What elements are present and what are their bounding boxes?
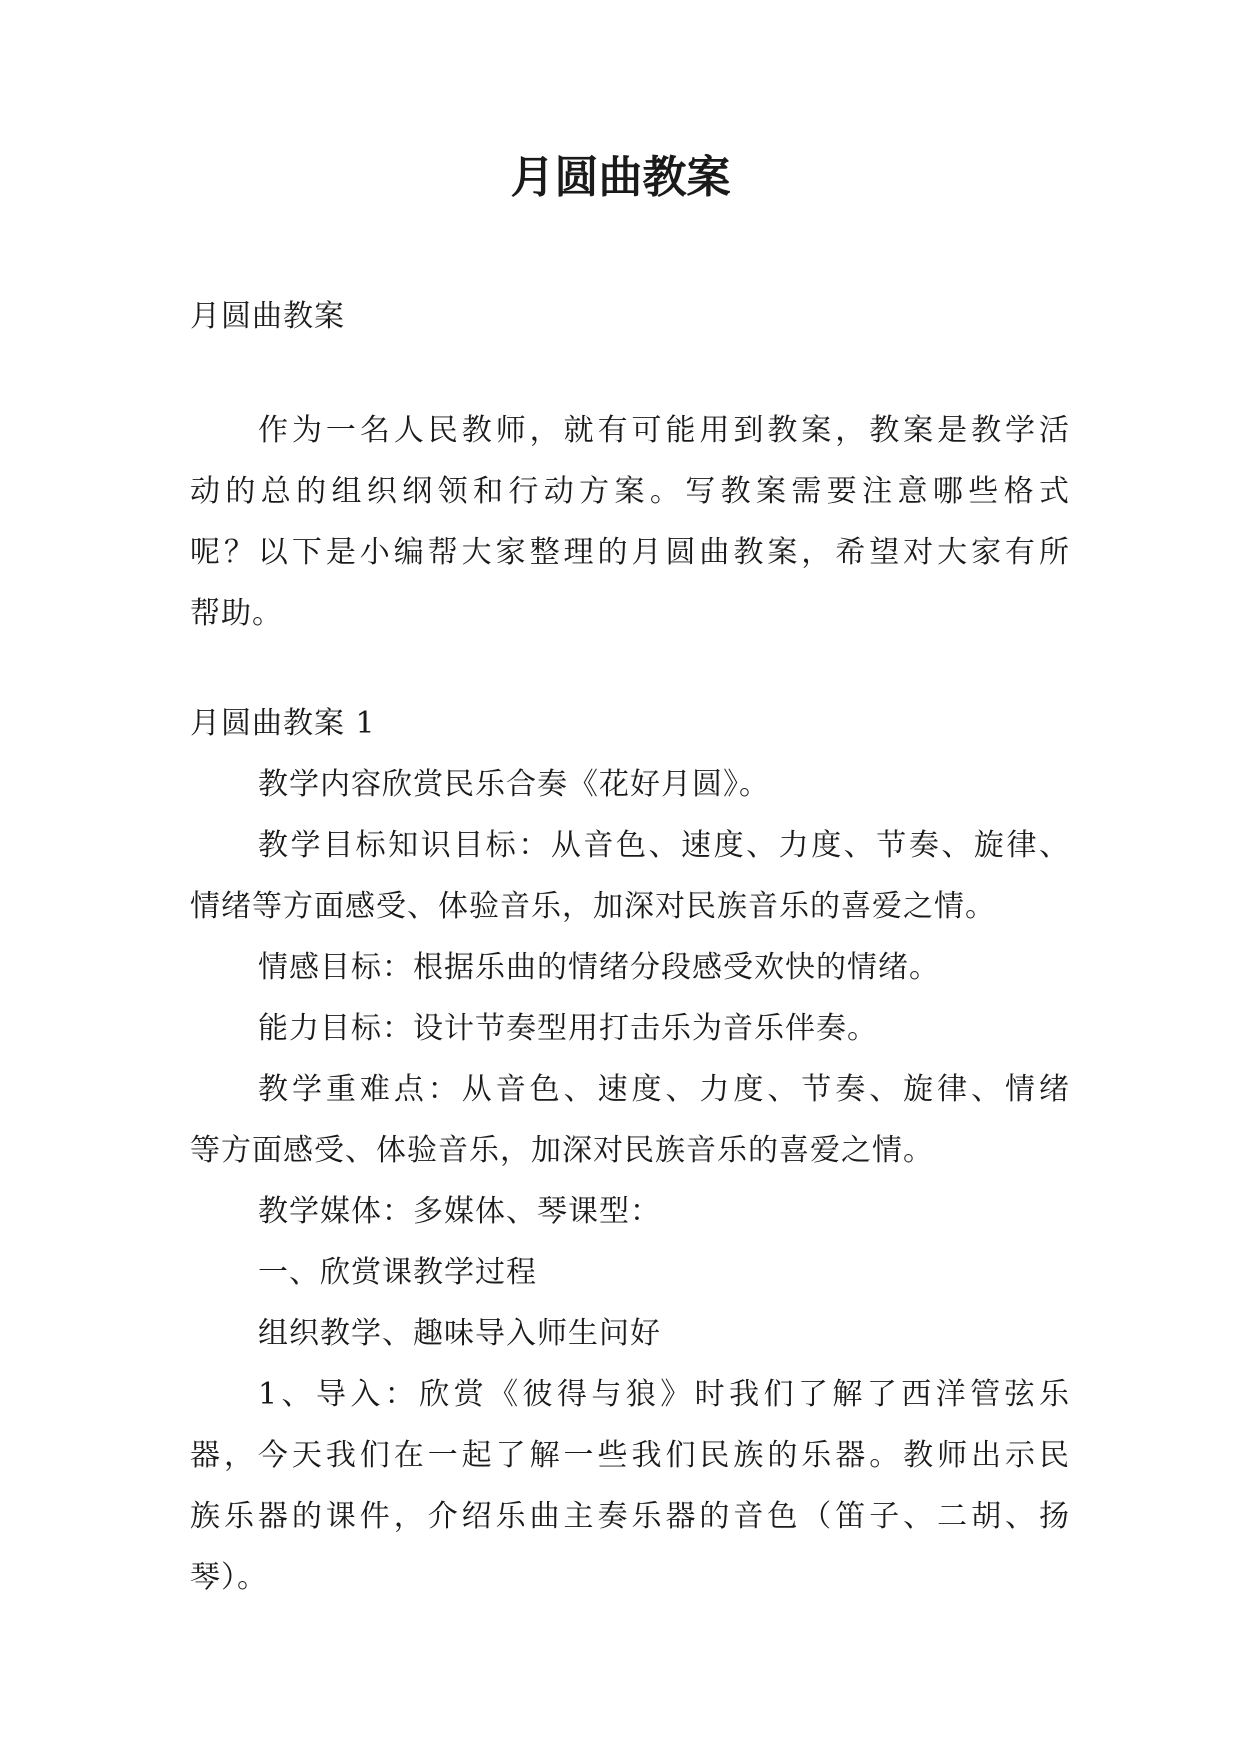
intro-line: 作为一名人民教师，就有可能用到教案，教案是教学活 <box>258 413 1070 448</box>
intro-paragraph <box>190 400 1070 644</box>
document-title: 月圆曲教案 <box>510 152 731 203</box>
intro-line: 呢？以下是小编帮大家整理的月圆曲教案，希望对大家有所 <box>190 535 1070 570</box>
section-line: 组织教学、趣味导入师生问好 <box>258 1316 661 1351</box>
section-heading: 月圆曲教案 1 <box>190 706 376 741</box>
section-line: 琴）。 <box>190 1560 268 1595</box>
section-line: 教学媒体：多媒体、琴课型： <box>258 1194 661 1229</box>
subtitle-line: 月圆曲教案 <box>190 299 345 334</box>
section-line: 情绪等方面感受、体验音乐，加深对民族音乐的喜爱之情。 <box>190 889 996 924</box>
intro-line: 帮助。 <box>190 596 283 631</box>
lesson-plan-section <box>190 693 1070 1608</box>
section-line: 等方面感受、体验音乐，加深对民族音乐的喜爱之情。 <box>190 1133 934 1168</box>
section-line: 器，今天我们在一起了解一些我们民族的乐器。教师出示民 <box>190 1438 1070 1473</box>
section-line: 族乐器的课件，介绍乐曲主奏乐器的音色（笛子、二胡、扬 <box>190 1499 1070 1534</box>
section-line: 教学目标知识目标：从音色、速度、力度、节奏、旋律、 <box>258 828 1070 863</box>
intro-line: 动的总的组织纲领和行动方案。写教案需要注意哪些格式 <box>190 474 1070 509</box>
section-line: 情感目标：根据乐曲的情绪分段感受欢快的情绪。 <box>258 950 940 985</box>
section-line: 1、导入：欣赏《彼得与狼》时我们了解了西洋管弦乐 <box>258 1377 1070 1412</box>
document-subtitle <box>190 286 1070 347</box>
section-line: 教学重难点：从音色、速度、力度、节奏、旋律、情绪 <box>258 1072 1070 1107</box>
section-line: 能力目标：设计节奏型用打击乐为音乐伴奏。 <box>258 1011 878 1046</box>
section-line: 教学内容欣赏民乐合奏《花好月圆》。 <box>258 767 770 802</box>
section-line: 一、欣赏课教学过程 <box>258 1255 537 1290</box>
